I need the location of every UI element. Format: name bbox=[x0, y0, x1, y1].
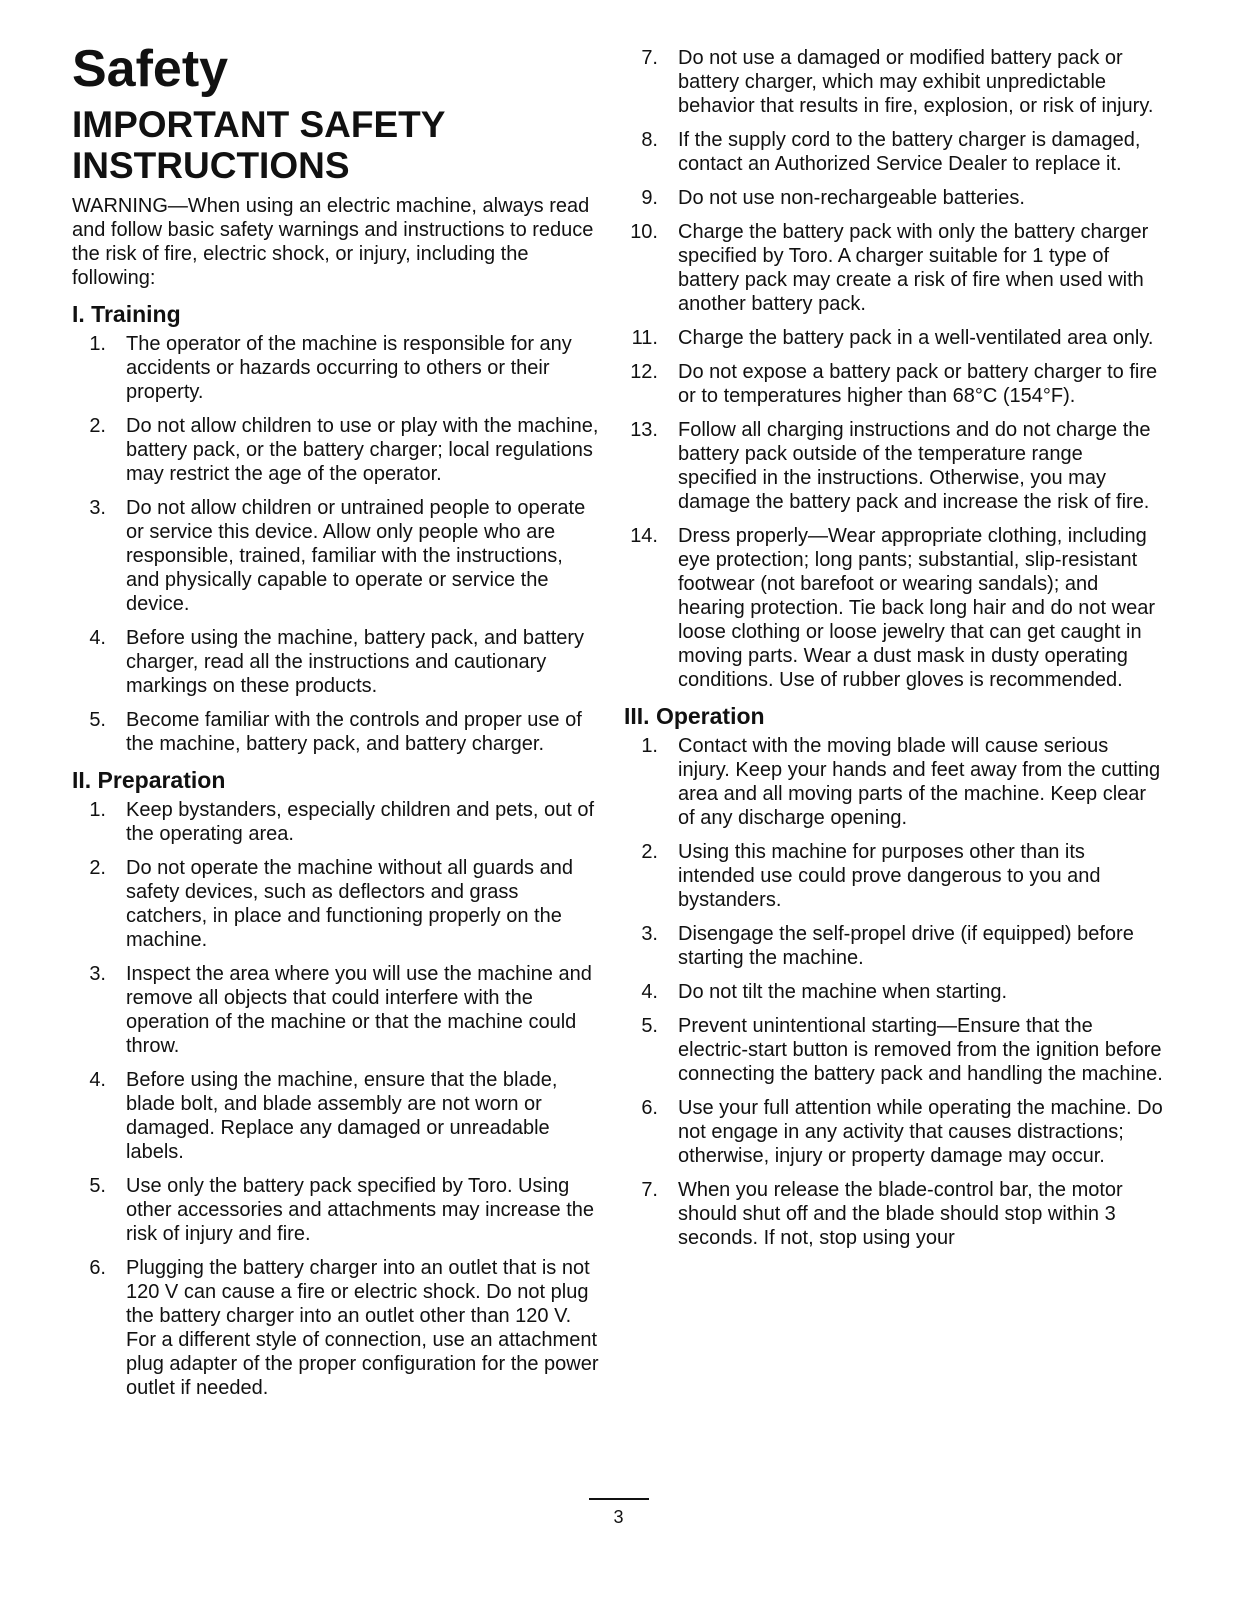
item-number: 6. bbox=[89, 1257, 106, 1279]
list-item bbox=[72, 496, 600, 616]
item-number: 1. bbox=[641, 735, 658, 757]
item-text: Before using the machine, ensure that the blade, blade bolt, and blade assembly are not worn or damaged. Replace any damaged or unreadable labels. bbox=[126, 1069, 558, 1163]
page-footer bbox=[0, 1498, 1237, 1528]
list-item bbox=[72, 856, 600, 952]
item-text: Use your full attention while operating the machine. Do not engage in any activity that causes distractions; otherwise, injury or property damage may occur. bbox=[678, 1097, 1163, 1167]
left-column bbox=[72, 40, 600, 1410]
item-number: 5. bbox=[89, 1175, 106, 1197]
list-item bbox=[624, 922, 1164, 970]
list-item bbox=[624, 418, 1164, 514]
section-heading-operation: III. Operation bbox=[624, 703, 765, 729]
item-text: Charge the battery pack in a well-ventilated area only. bbox=[678, 327, 1154, 349]
item-text: Contact with the moving blade will cause serious injury. Keep your hands and feet away from the cutting area and all moving parts of the machine. Keep clear of any discharge opening. bbox=[678, 735, 1161, 829]
item-number: 3. bbox=[89, 963, 106, 985]
item-number: 5. bbox=[89, 709, 106, 731]
list-item bbox=[624, 524, 1164, 692]
item-text: Keep bystanders, especially children and pets, out of the operating area. bbox=[126, 799, 595, 845]
item-text: Disengage the self-propel drive (if equipped) before starting the machine. bbox=[678, 923, 1134, 969]
item-text: Before using the machine, battery pack, and battery charger, read all the instructions and cautionary markings on these products. bbox=[126, 627, 585, 697]
list-item bbox=[624, 1178, 1164, 1250]
item-number: 9. bbox=[641, 187, 658, 209]
right-column bbox=[624, 46, 1164, 1260]
item-number: 8. bbox=[641, 129, 658, 151]
list-item bbox=[72, 1174, 600, 1246]
item-number: 11. bbox=[631, 327, 658, 349]
item-number: 4. bbox=[89, 1069, 106, 1091]
item-number: 1. bbox=[89, 333, 106, 355]
item-text: If the supply cord to the battery charger is damaged, contact an Authorized Service Dealer to replace it. bbox=[678, 129, 1141, 175]
item-number: 2. bbox=[641, 841, 658, 863]
item-text: Inspect the area where you will use the machine and remove all objects that could interfere with the operation of the machine or that the machine could throw. bbox=[126, 963, 592, 1057]
item-text: When you release the blade-control bar, the motor should shut off and the blade should stop within 3 seconds. If not, stop using your bbox=[678, 1179, 1123, 1249]
item-text: Do not tilt the machine when starting. bbox=[678, 981, 1008, 1003]
item-number: 2. bbox=[89, 857, 106, 879]
item-text: Prevent unintentional starting—Ensure that the electric-start button is removed from the ignition before connecting the battery pack and handling the machine. bbox=[678, 1015, 1163, 1085]
list-item bbox=[72, 1256, 600, 1400]
list-item bbox=[624, 46, 1164, 118]
item-number: 7. bbox=[641, 1179, 658, 1201]
warning-intro: WARNING—When using an electric machine, always read and follow basic safety warnings and instructions to reduce the risk of fire, electric shock, or injury, including the following: bbox=[72, 195, 594, 289]
list-item bbox=[624, 128, 1164, 176]
list-item bbox=[624, 360, 1164, 408]
item-text: Using this machine for purposes other than its intended use could prove dangerous to you and bystanders. bbox=[678, 841, 1101, 911]
item-text: Do not allow children or untrained people to operate or service this device. Allow only people who are responsible, trained, familiar with the instructions, and physically capable to operate or service the device. bbox=[126, 497, 586, 615]
preparation-list-continued bbox=[624, 46, 1164, 692]
list-item bbox=[72, 962, 600, 1058]
preparation-list bbox=[72, 798, 600, 1400]
item-text: Follow all charging instructions and do not charge the battery pack outside of the temperature range specified in the instructions. Otherwise, you may damage the battery pack and increase the risk of fire. bbox=[678, 419, 1151, 513]
page-title: Safety bbox=[72, 40, 229, 98]
operation-list bbox=[624, 734, 1164, 1250]
item-number: 2. bbox=[89, 415, 106, 437]
item-number: 4. bbox=[641, 981, 658, 1003]
section-heading-preparation: II. Preparation bbox=[72, 767, 226, 793]
list-item bbox=[72, 414, 600, 486]
item-number: 3. bbox=[641, 923, 658, 945]
item-number: 10. bbox=[630, 221, 658, 243]
item-text: Do not use a damaged or modified battery pack or battery charger, which may exhibit unpredictable behavior that results in fire, explosion, or risk of injury. bbox=[678, 47, 1154, 117]
item-number: 13. bbox=[630, 419, 658, 441]
list-item bbox=[72, 708, 600, 756]
item-number: 3. bbox=[89, 497, 106, 519]
item-number: 14. bbox=[630, 525, 658, 547]
item-text: Do not operate the machine without all guards and safety devices, such as deflectors and grass catchers, in place and functioning properly on the machine. bbox=[126, 857, 573, 951]
item-number: 7. bbox=[641, 47, 658, 69]
item-number: 6. bbox=[641, 1097, 658, 1119]
footer-rule bbox=[589, 1498, 649, 1500]
item-text: Do not use non-rechargeable batteries. bbox=[678, 187, 1025, 209]
item-number: 4. bbox=[89, 627, 106, 649]
list-item bbox=[624, 840, 1164, 912]
item-text: Do not allow children to use or play with the machine, battery pack, or the battery charger; local regulations may restrict the age of the operator. bbox=[126, 415, 599, 485]
list-item bbox=[624, 326, 1164, 350]
training-list bbox=[72, 332, 600, 756]
list-item bbox=[72, 332, 600, 404]
page-number: 3 bbox=[613, 1507, 624, 1527]
list-item bbox=[72, 626, 600, 698]
item-number: 1. bbox=[89, 799, 106, 821]
list-item bbox=[72, 1068, 600, 1164]
list-item bbox=[624, 186, 1164, 210]
list-item bbox=[624, 1096, 1164, 1168]
list-item bbox=[72, 798, 600, 846]
section-heading-training: I. Training bbox=[72, 301, 181, 327]
item-text: Do not expose a battery pack or battery charger to fire or to temperatures higher than 68°C (154°F). bbox=[678, 361, 1158, 407]
item-text: Become familiar with the controls and proper use of the machine, battery pack, and battery charger. bbox=[126, 709, 582, 755]
item-text: Use only the battery pack specified by Toro. Using other accessories and attachments may increase the risk of injury and fire. bbox=[126, 1175, 595, 1245]
item-text: The operator of the machine is responsible for any accidents or hazards occurring to others or their property. bbox=[126, 333, 572, 403]
item-number: 12. bbox=[630, 361, 658, 383]
page-subtitle: IMPORTANT SAFETY INSTRUCTIONS bbox=[72, 104, 445, 186]
item-text: Dress properly—Wear appropriate clothing, including eye protection; long pants; substantial, slip-resistant footwear (not barefoot or wearing sandals); and hearing protection. Tie back long hair and do not wear loose clothing or loose jewelry that can get caught in moving parts. Wear a dust mask in dusty operating conditions. Use of rubber gloves is recommended. bbox=[678, 525, 1155, 691]
list-item bbox=[624, 980, 1164, 1004]
list-item bbox=[624, 220, 1164, 316]
item-text: Charge the battery pack with only the battery charger specified by Toro. A charger suitable for 1 type of battery pack may create a risk of fire when used with another battery pack. bbox=[678, 221, 1149, 315]
list-item bbox=[624, 1014, 1164, 1086]
list-item bbox=[624, 734, 1164, 830]
item-number: 5. bbox=[641, 1015, 658, 1037]
item-text: Plugging the battery charger into an outlet that is not 120 V can cause a fire or electric shock. Do not plug the battery charger into an outlet other than 120 V. For a different style of connection, use an attachment plug adapter of the proper configuration for the power outlet if needed. bbox=[126, 1257, 599, 1399]
